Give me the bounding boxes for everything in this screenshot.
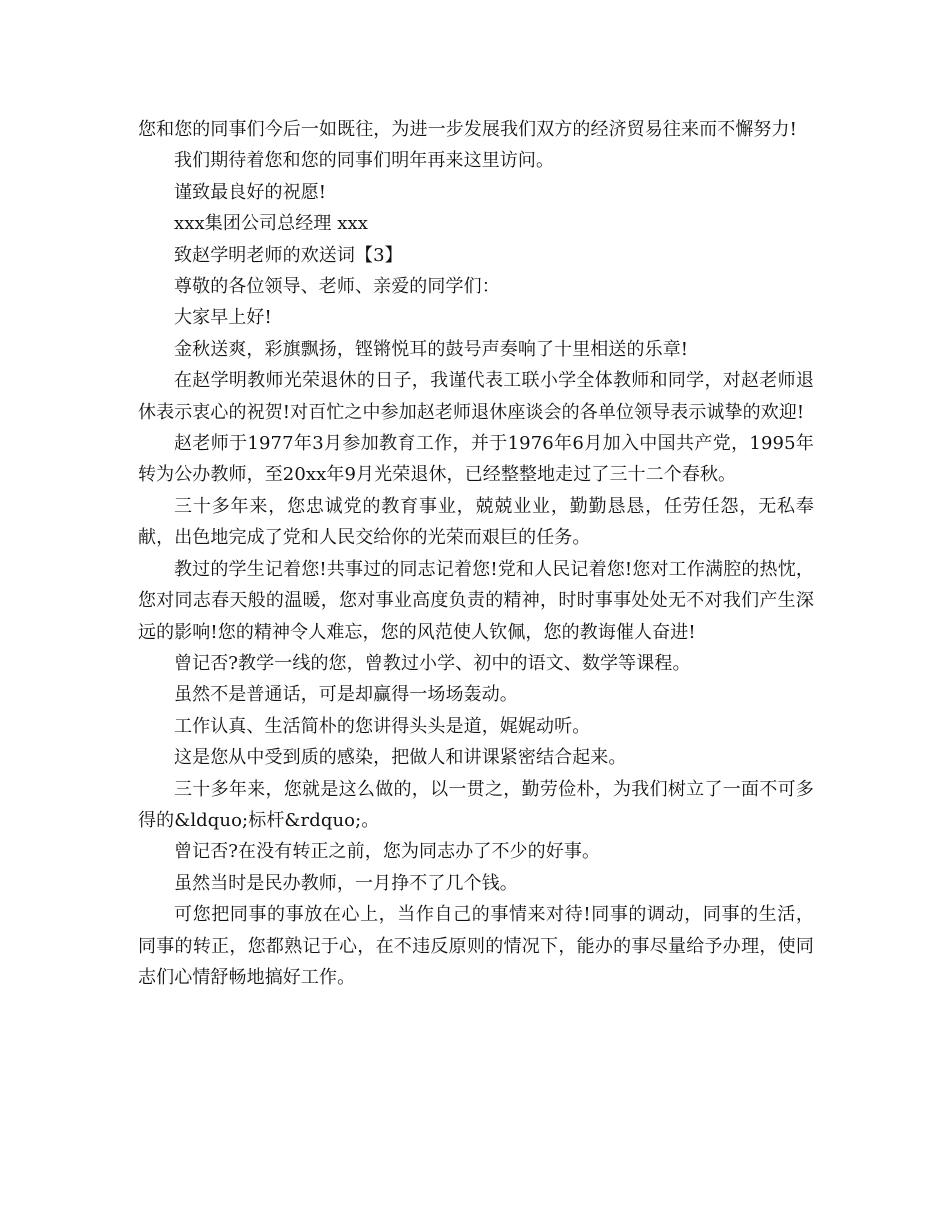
paragraph: 可您把同事的事放在心上，当作自己的事情来对待!同事的调动，同事的生活，同事的转正，您都熟记于心，在不违反原则的情况下，能办的事尽量给予办理，使同志们心情舒畅地搞好工作。 [138,904,814,988]
paragraph: 这是您从中受到质的感染，把做人和讲课紧密结合起来。 [174,747,627,769]
paragraph: 大家早上好! [174,307,272,329]
paragraph: 曾记否?在没有转正之前，您为同志办了不少的好事。 [174,841,601,863]
paragraph: 虽然当时是民办教师，一月挣不了几个钱。 [174,872,518,894]
salutation: 尊敬的各位领导、老师、亲爱的同学们： [174,276,500,298]
paragraph: 三十多年来，您就是这么做的，以一贯之，勤劳俭朴，为我们树立了一面不可多得的&ldquo;标杆&rdquo;。 [138,778,814,831]
signature-line: xxx集团公司总经理 xxx [174,213,369,235]
document-body [138,114,814,993]
paragraph: 您和您的同事们今后一如既往，为进一步发展我们双方的经济贸易往来而不懈努力! [138,119,797,140]
paragraph: 虽然不是普通话，可是却赢得一场场轰动。 [174,684,518,706]
paragraph: 赵老师于1977年3月参加教育工作，并于1976年6月加入中国共产党，1995年转为公办教师，至20xx年9月光荣退休，已经整整地走过了三十二个春秋。 [138,433,814,486]
paragraph: 谨致最良好的祝愿! [174,181,327,203]
paragraph: 教过的学生记着您!共事过的同志记着您!党和人民记着您!您对工作满腔的热忱，您对同志春天般的温暖，您对事业高度负责的精神，时时事事处处无不对我们产生深远的影响!您的精神令人难忘，您的风范使人钦佩，您的教诲催人奋进! [138,558,814,643]
paragraph: 三十多年来，您忠诚党的教育事业，兢兢业业，勤勤恳恳，任劳任怨，无私奉献，出色地完成了党和人民交给你的光荣而艰巨的任务。 [138,495,814,549]
paragraph: 工作认真、生活简朴的您讲得头头是道，娓娓动听。 [174,715,591,737]
paragraph: 金秋送爽，彩旗飘扬，铿锵悦耳的鼓号声奏响了十里相送的乐章! [174,338,689,360]
paragraph: 在赵学明教师光荣退休的日子，我谨代表工联小学全体教师和同学，对赵老师退休表示衷心的祝贺!对百忙之中参加赵老师退休座谈会的各单位领导表示诚挚的欢迎! [138,370,814,423]
paragraph: 曾记否?教学一线的您，曾教过小学、初中的语文、数学等课程。 [174,652,691,674]
section-title: 致赵学明老师的欢送词【3】 [174,244,403,266]
paragraph: 我们期待着您和您的同事们明年再来这里访问。 [174,150,555,172]
